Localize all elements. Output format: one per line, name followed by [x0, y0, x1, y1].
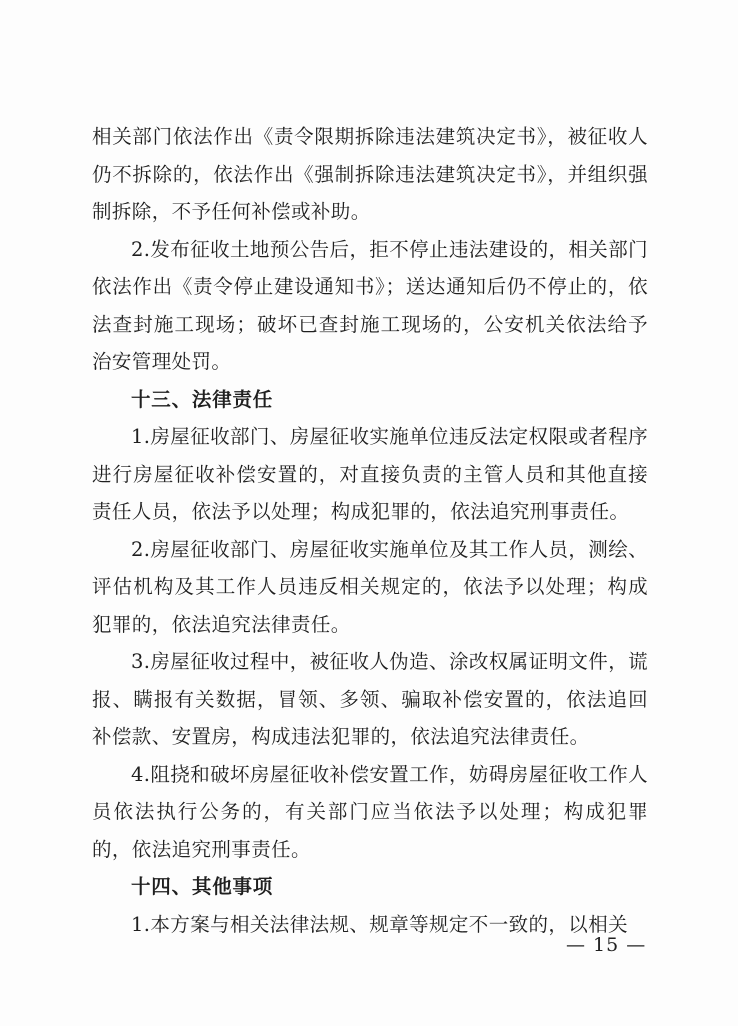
legal-liability-item-4: 4.阻挠和破坏房屋征收补偿安置工作，妨碍房屋征收工作人员依法执行公务的，有关部门应当依法予以处理；构成犯罪的，依法追究刑事责任。: [92, 762, 648, 861]
legal-liability-item-3: 3.房屋征收过程中，被征收人伪造、涂改权属证明文件，谎报、瞒报有关数据，冒领、多领、骗取补偿安置的，依法追回补偿款、安置房，构成违法犯罪的，依法追究法律责任。: [92, 650, 648, 748]
paragraph-item-2: 2.发布征收土地预公告后，拒不停止违法建设的，相关部门依法作出《责令停止建设通知书》；送达通知后仍不停止的，依法查封施工现场；破坏已查封施工现场的，公安机关依法给予治安管理处罚。: [92, 237, 648, 373]
page-number: — 15 —: [566, 934, 647, 956]
document-body: [92, 118, 648, 943]
legal-liability-item-1: 1.房屋征收部门、房屋征收实施单位违反法定权限或者程序进行房屋征收补偿安置的，对直接负责的主管人员和其他直接责任人员，依法予以处理；构成犯罪的，依法追究刑事责任。: [92, 425, 648, 523]
other-matters-item-1: 1.本方案与相关法律法规、规章等规定不一致的，以相关: [131, 912, 629, 936]
legal-liability-item-2: 2.房屋征收部门、房屋征收实施单位及其工作人员，测绘、评估机构及其工作人员违反相关规定的，依法予以处理；构成犯罪的，依法追究法律责任。: [92, 537, 648, 636]
paragraph-continued: 相关部门依法作出《责令限期拆除违法建筑决定书》，被征收人仍不拆除的，依法作出《强制拆除违法建筑决定书》，并组织强制拆除，不予任何补偿或补助。: [92, 125, 648, 223]
section-heading-legal-liability: 十三、法律责任: [131, 387, 274, 411]
section-heading-other-matters: 十四、其他事项: [131, 875, 274, 898]
